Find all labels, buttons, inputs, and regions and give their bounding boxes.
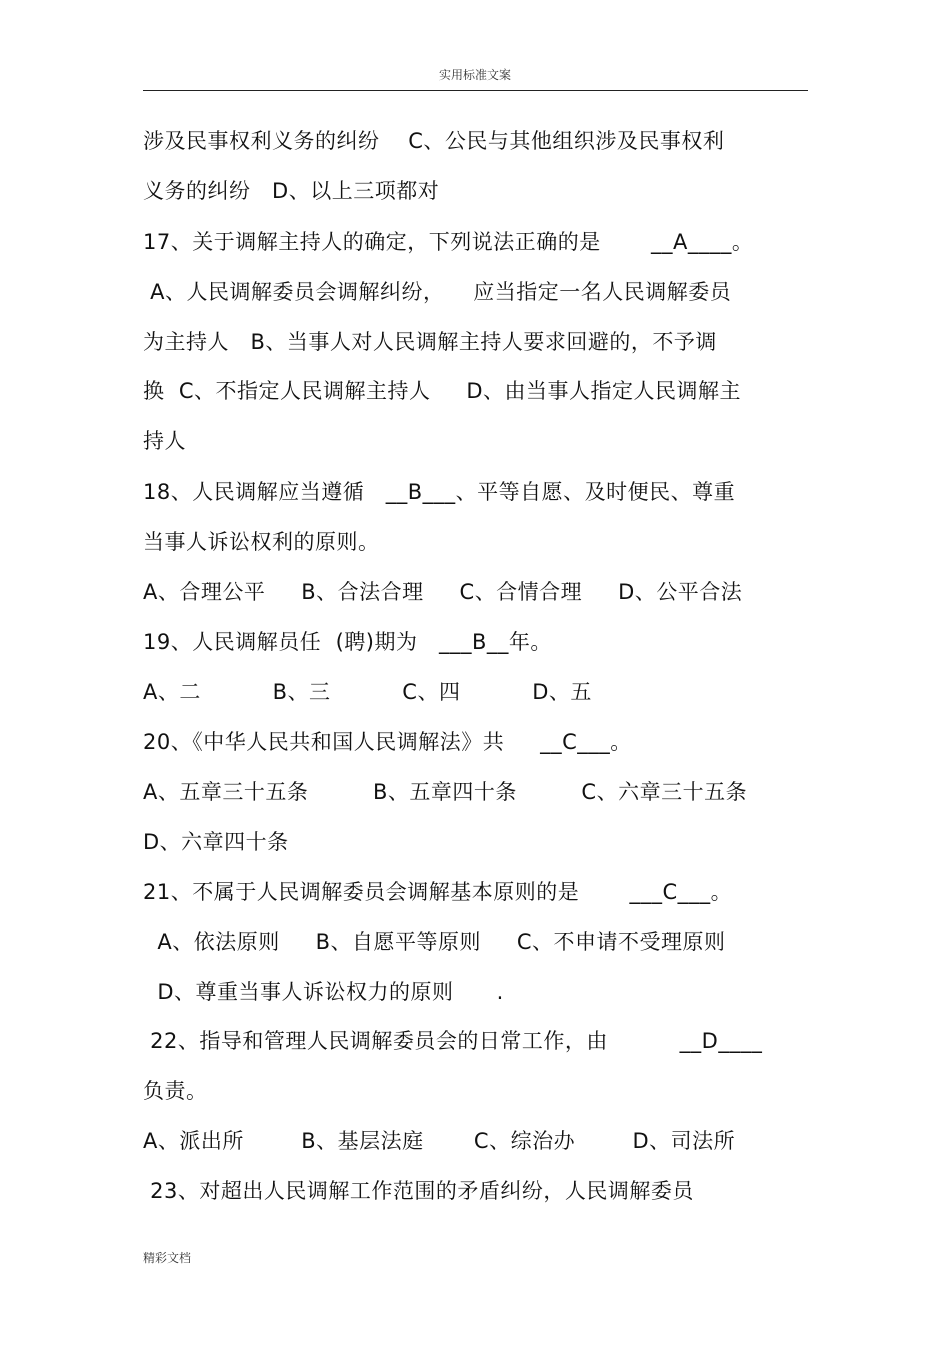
- options-18: A、合理公平 B、合法合理 C、合情合理 D、公平合法: [143, 580, 743, 604]
- question-19: 19、人民调解员任 (聘)期为 ___B__年。: [143, 630, 552, 654]
- question-23: 23、对超出人民调解工作范围的矛盾纠纷，人民调解委员: [143, 1179, 694, 1203]
- text-line-5: 为主持人 B、当事人对人民调解主持人要求回避的，不予调: [143, 330, 717, 354]
- question-22: 22、指导和管理人民调解委员会的日常工作，由 __D____: [143, 1029, 763, 1053]
- text-line-20: 负责。: [143, 1079, 208, 1103]
- options-20-a: A、五章三十五条 B、五章四十条 C、六章三十五条: [143, 780, 748, 804]
- options-21-b: D、尊重当事人诉讼权力的原则 .: [143, 980, 504, 1004]
- options-19: A、二 B、三 C、四 D、五: [143, 680, 592, 704]
- header-rule: [143, 90, 808, 91]
- options-21-a: A、依法原则 B、自愿平等原则 C、不申请不受理原则: [143, 930, 726, 954]
- page-header: 实用标准文案: [438, 68, 511, 82]
- options-22: A、派出所 B、基层法庭 C、综治办 D、司法所: [143, 1129, 736, 1153]
- text-line-7: 持人: [143, 429, 186, 453]
- question-17: 17、关于调解主持人的确定，下列说法正确的是 __A____。: [143, 230, 754, 254]
- text-line-1: 涉及民事权利义务的纠纷 C、公民与其他组织涉及民事权利: [143, 129, 725, 153]
- question-18: 18、人民调解应当遵循 __B___、平等自愿、及时便民、尊重: [143, 480, 736, 504]
- text-line-4: A、人民调解委员会调解纠纷， 应当指定一名人民调解委员: [143, 280, 732, 304]
- text-line-6: 换 C、不指定人民调解主持人 D、由当事人指定人民调解主: [143, 379, 742, 403]
- options-20-b: D、六章四十条: [143, 830, 289, 854]
- page-footer: 精彩文档: [143, 1251, 192, 1265]
- text-line-9: 当事人诉讼权利的原则。: [143, 530, 380, 554]
- question-21: 21、不属于人民调解委员会调解基本原则的是 ___C___。: [143, 880, 733, 904]
- question-20: 20、《中华人民共和国人民调解法》共 __C___。: [143, 730, 632, 754]
- text-line-2: 义务的纠纷 D、以上三项都对: [143, 179, 440, 203]
